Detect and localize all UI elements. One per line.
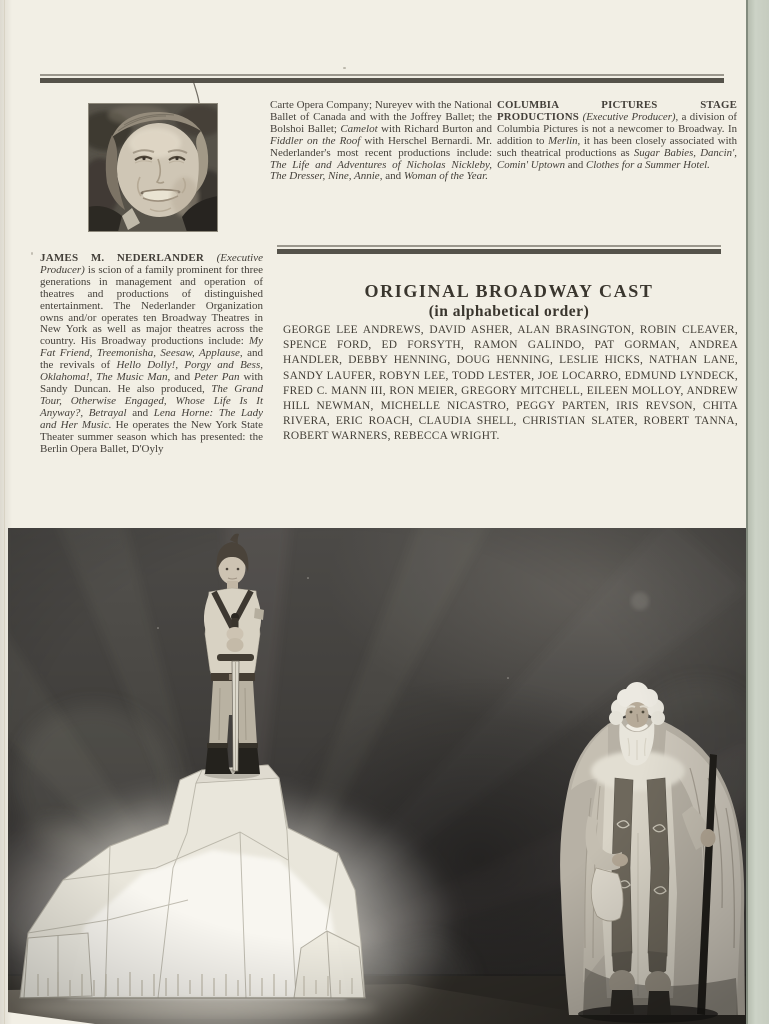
bio-left-column: JAMES M. NEDERLANDER (Executive Producer) is scion of a family prominent for three generations in management and operation of theatres and productions of distinguished entertainment. The Nederlander Organization owns and/or operates ten Broadway Theatres in New York as well as major theatres across the country. His Broadway productions include: My Fat Friend, Treemonisha, Seesaw, Applause, and the revivals of Hello Dolly!, Porgy and Bess, Oklahoma!, The Music Man, and Peter Pan with Sandy Duncan. He also produced, The Grand Tour, Otherwise Engaged, Whose Life Is It Anyway?, Betrayal and Lena Horne: The Lady and Her Music. He operates the New York State Theater summer season which has presented: the Berlin Opera Ballet, D'Oyly — [40, 252, 264, 455]
cast-title: ORIGINAL BROADWAY CAST — [364, 281, 654, 301]
bio-middle-column: Carte Opera Company; Nureyev with the National Ballet of Canada and with the Joffrey Ballet; the Bolshoi Ballet; Camelot with Richard Burton and Fiddler on the Roof with Herschel Bernardi. Mr. Nederlander's most recent productions include: The Life and Adventures of Nicholas Nickleby, The Dresser, Nine, Annie, and Woman of the Year. — [270, 99, 492, 183]
bio-right-column: COLUMBIA PICTURES STAGE PRODUCTIONS (Executive Producer), a division of Columbia Pictures is not a newcomer to Broadway. In addition to Merlin, it has been closely associated with such theatrical productions as Sugar Babies, Dancin', Comin' Uptown and Clothes for a Summer Hotel. — [497, 99, 737, 171]
scan-left-shadow — [0, 0, 12, 1024]
cast-heading — [280, 281, 738, 321]
scan-speck — [343, 67, 346, 69]
scanner-background-strip — [746, 0, 769, 1024]
scan-speck — [31, 252, 33, 255]
mid-double-rule — [277, 245, 721, 254]
cast-subtitle: (in alphabetical order) — [428, 303, 590, 320]
nederlander-portrait-photo — [88, 103, 218, 232]
page-edge-line — [4, 0, 5, 1024]
cast-names: GEORGE LEE ANDREWS, DAVID ASHER, ALAN BRASINGTON, ROBIN CLEAVER, SPENCE FORD, ED FORSYTH, RAMON GALINDO, PAT GORMAN, ANDREA HANDLER, DEBBY HENNING, DOUG HENNING, LESLIE HICKS, NATHAN LANE, SANDY LAUFER, ROBYN LEE, TODD LESTER, JOE LOCARRO, EDMUND LYNDECK, FRED C. MANN III, RON MEIER, GREGORY MITCHELL, EILEEN MOLLOY, ANDREW HILL NEWMAN, MICHELLE NICASTRO, PEGGY PARTEN, IRIS REVSON, CHITA RIVERA, ERIC ROACH, CLAUDIA SHELL, CHRISTIAN SLATER, ROBERT TANNA, ROBERT WARNERS, REBECCA WRIGHT. — [283, 324, 738, 443]
merlin-stage-photo — [8, 528, 747, 1024]
top-double-rule — [40, 74, 724, 83]
